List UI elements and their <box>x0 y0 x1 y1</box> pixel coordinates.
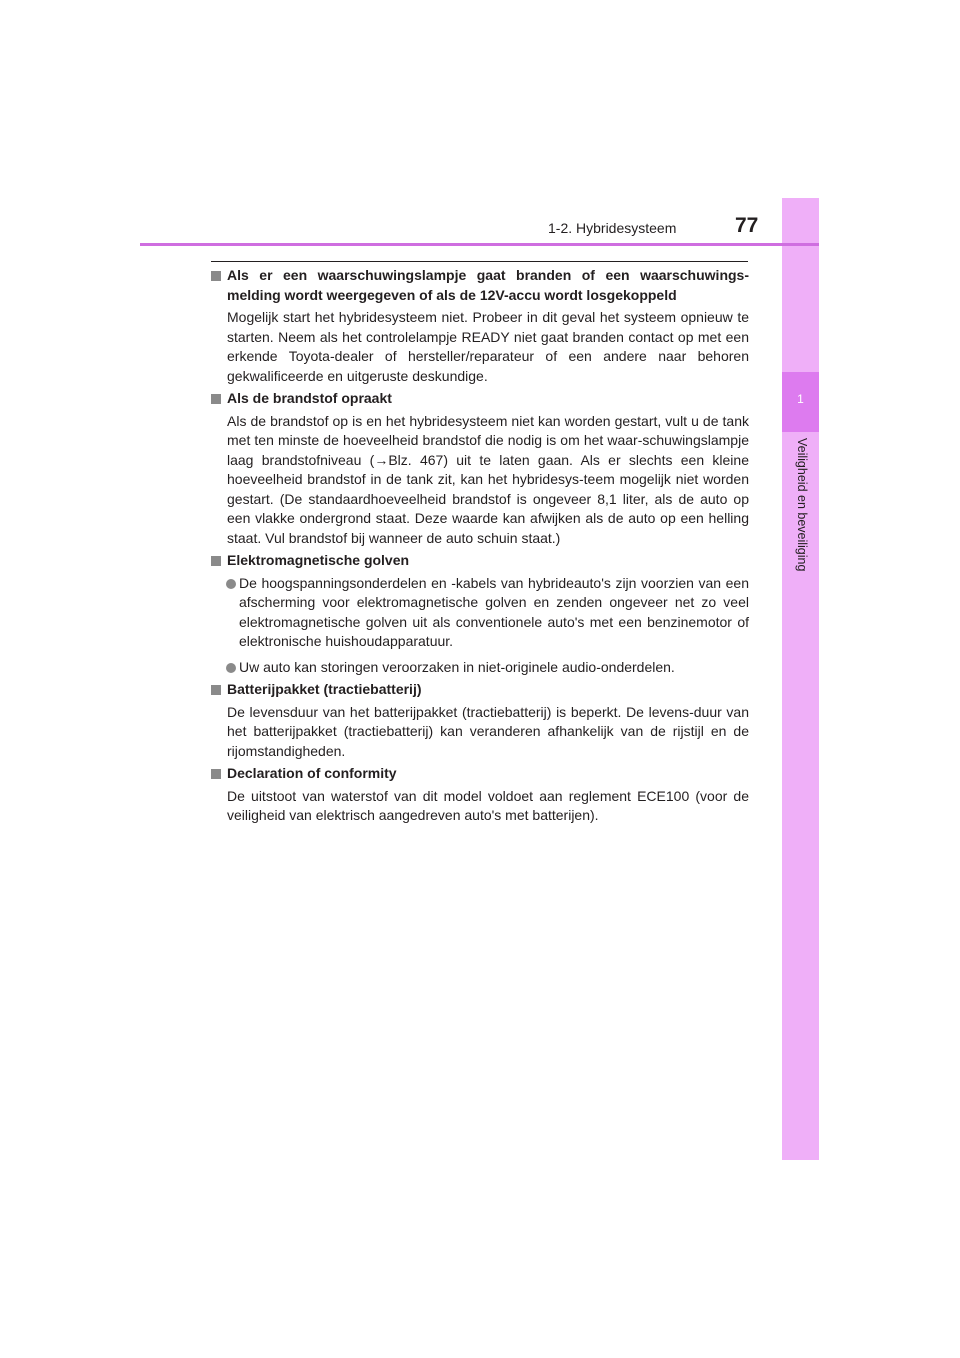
section-heading <box>211 764 749 784</box>
section-heading <box>211 266 749 305</box>
section-title: Batterijpakket (tractiebatterij) <box>227 681 422 697</box>
list-item-text: Uw auto kan storingen veroorzaken in niet-originele audio-onderdelen. <box>239 658 675 675</box>
section-paragraph: De levensduur van het batterijpakket (tractiebatterij) is beperkt. De levens-duur van het batterijpakket (tractiebatterij) kan veranderen afhankelijk van de rijstijl en de rijomstandigheden. <box>227 703 749 759</box>
square-bullet-icon <box>211 685 221 695</box>
section-fuel <box>211 389 749 548</box>
content-top-rule <box>211 261 748 262</box>
section-paragraph: De uitstoot van waterstof van dit model voldoet aan reglement ECE100 (voor de veiligheid van elektrisch aangedreven auto's met batterijen). <box>227 787 749 823</box>
section-title: Declaration of conformity <box>227 765 397 781</box>
section-warning-light <box>211 266 749 386</box>
section-heading <box>211 680 749 700</box>
header-rule <box>140 243 819 246</box>
section-paragraph <box>211 412 749 549</box>
square-bullet-icon <box>211 271 221 281</box>
list-item-text: De hoogspanningsonderdelen en -kabels van hybrideauto's zijn voorzien van een afscherming voor elektromagnetische golven en zenden ongeveer net zo veel elektromagnetische golven uit als conventionele auto's met een benzinemotor of elektronische huishoudapparatuur. <box>239 574 749 649</box>
round-bullet-icon <box>226 579 236 589</box>
chapter-title: 1-2. Hybridesysteem <box>548 220 677 236</box>
paragraph-text: Als de brandstof op is en het hybridesysteem niet kan worden gestart, vult u de tank met ten minste de hoeveelheid brandstof die nodig is om het waar-schuwingslampje laag brandstofniveau ( <box>227 412 749 468</box>
page-reference-link[interactable]: Blz. 467 <box>388 451 444 468</box>
section-heading <box>211 551 749 571</box>
side-tab-label: Veiligheid en beveiliging <box>795 438 809 572</box>
arrow-right-icon: → <box>374 451 389 468</box>
round-bullet-icon <box>226 663 236 673</box>
section-electromagnetic <box>211 551 749 677</box>
list-item <box>211 574 749 652</box>
section-heading <box>211 389 749 409</box>
side-tab <box>782 198 819 1160</box>
paragraph-text: ) uit te laten gaan. Als er slechts een kleine hoeveelheid brandstof in de tank zit, kan het hybridesys-teem mogelijk niet worden gestart. (De standaardhoeveelheid brandstof is ongeveer 8,1 liter, als de auto op een vlakke ondergrond staat. Deze waarde kan afwijken als de auto op een helling staat. Vul brandstof bij wanneer de auto schuin staat.) <box>227 451 749 546</box>
square-bullet-icon <box>211 556 221 566</box>
section-paragraph: Mogelijk start het hybridesysteem niet. Probeer in dit geval het systeem opnieuw te starten. Neem als het controlelampje READY niet gaat branden contact op met een erkende Toyota-dealer of hersteller/reparateur of een andere naar behoren gekwalificeerde en uitgeruste deskundige. <box>227 309 749 384</box>
side-tab-number: 1 <box>797 392 804 406</box>
square-bullet-icon <box>211 769 221 779</box>
section-title: Als er een waarschuwingslampje gaat branden of een waarschuwings-melding wordt weergegeven of als de 12V-accu wordt losgekoppeld <box>227 267 749 303</box>
section-conformity <box>211 764 749 826</box>
section-title: Elektromagnetische golven <box>227 552 410 568</box>
content-body <box>211 266 749 829</box>
section-title: Als de brandstof opraakt <box>227 390 392 406</box>
list-item <box>211 658 749 678</box>
square-bullet-icon <box>211 394 221 404</box>
section-battery <box>211 680 749 761</box>
page-number: 77 <box>735 214 759 237</box>
